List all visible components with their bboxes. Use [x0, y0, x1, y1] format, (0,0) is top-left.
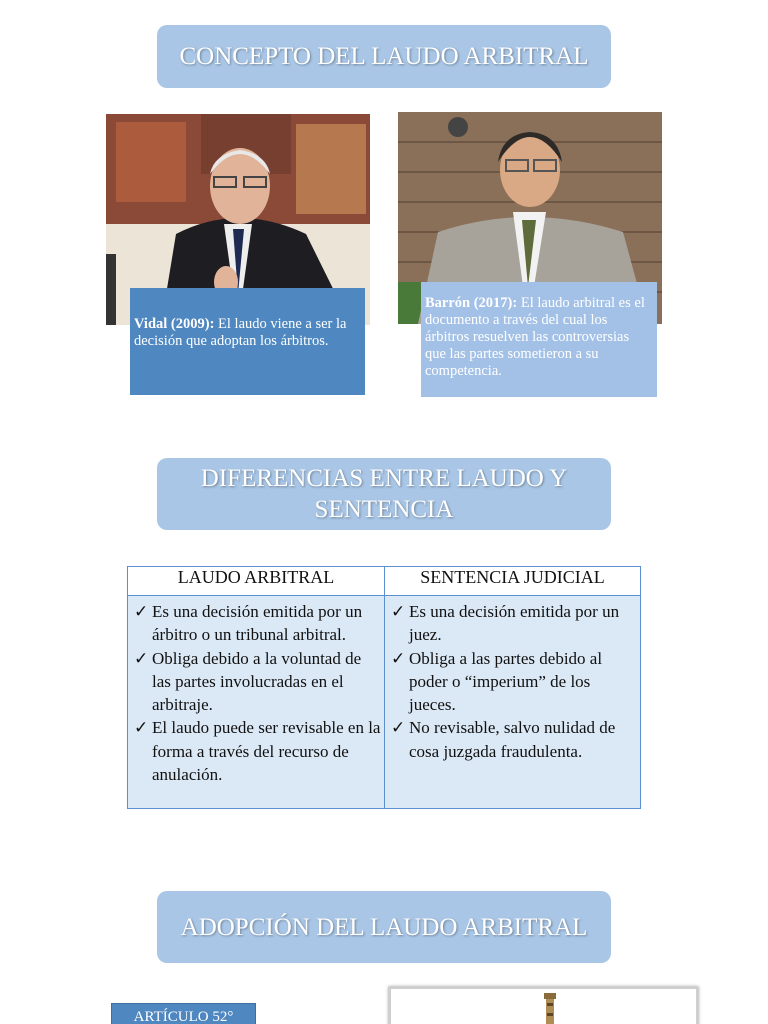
document-figure-icon — [391, 989, 696, 1024]
check-icon: ✓ — [134, 602, 149, 621]
list-item — [391, 647, 638, 717]
column-header-laudo: LAUDO ARBITRAL — [128, 567, 385, 596]
concept-title-banner — [157, 25, 611, 88]
check-icon: ✓ — [134, 718, 149, 738]
list-item-text: Es una decisión emitida por un árbitro o un tribunal arbitral. — [152, 602, 363, 645]
list-item-text: Es una decisión emitida por un juez. — [409, 602, 620, 645]
concept-title: CONCEPTO DEL LAUDO ARBITRAL — [179, 43, 589, 70]
list-item — [134, 647, 382, 717]
list-item — [391, 716, 638, 763]
quote-box-barron — [421, 282, 657, 397]
list-item — [134, 600, 382, 647]
differences-title-banner — [157, 458, 611, 530]
quote-author: Vidal (2009): — [134, 316, 215, 332]
sentencia-cell — [385, 596, 641, 809]
check-icon: ✓ — [134, 648, 149, 668]
check-icon: ✓ — [391, 648, 406, 668]
check-icon: ✓ — [391, 718, 406, 738]
comparison-table — [127, 566, 641, 809]
list-item-text: El laudo puede ser revisable en la forma a través del recurso de anulación. — [152, 718, 381, 785]
laudo-cell — [128, 596, 385, 809]
list-item — [134, 716, 382, 786]
table-row — [128, 596, 641, 809]
laudo-list — [134, 600, 382, 786]
check-icon: ✓ — [391, 602, 406, 621]
quote-box-vidal — [130, 288, 365, 395]
adoption-title: ADOPCIÓN DEL LAUDO ARBITRAL — [180, 913, 588, 941]
quote-text: El laudo viene a ser la decisión que adoptan los árbitros. — [134, 316, 347, 349]
list-item-text: No revisable, salvo nulidad de cosa juzgada fraudulenta. — [409, 718, 616, 761]
list-item-text: Obliga debido a la voluntad de las partes involucradas en el arbitraje. — [152, 648, 362, 715]
quote-author: Barrón (2017): — [425, 295, 518, 311]
adoption-title-banner — [157, 891, 611, 963]
quote-text: El laudo arbitral es el documento a través del cual los árbitros resuelven las controversias que las partes sometieron a su competencia. — [425, 295, 645, 379]
differences-title: DIFERENCIAS ENTRE LAUDO Y SENTENCIA — [200, 465, 568, 523]
sentencia-list — [391, 600, 638, 763]
column-header-sentencia: SENTENCIA JUDICIAL — [385, 567, 641, 596]
list-item-text: Obliga a las partes debido al poder o “imperium” de los jueces. — [409, 648, 603, 715]
article-label: ARTÍCULO 52° — [111, 1003, 256, 1024]
list-item — [391, 600, 638, 647]
table-header-row — [128, 567, 641, 596]
document-image-frame — [388, 986, 699, 1024]
